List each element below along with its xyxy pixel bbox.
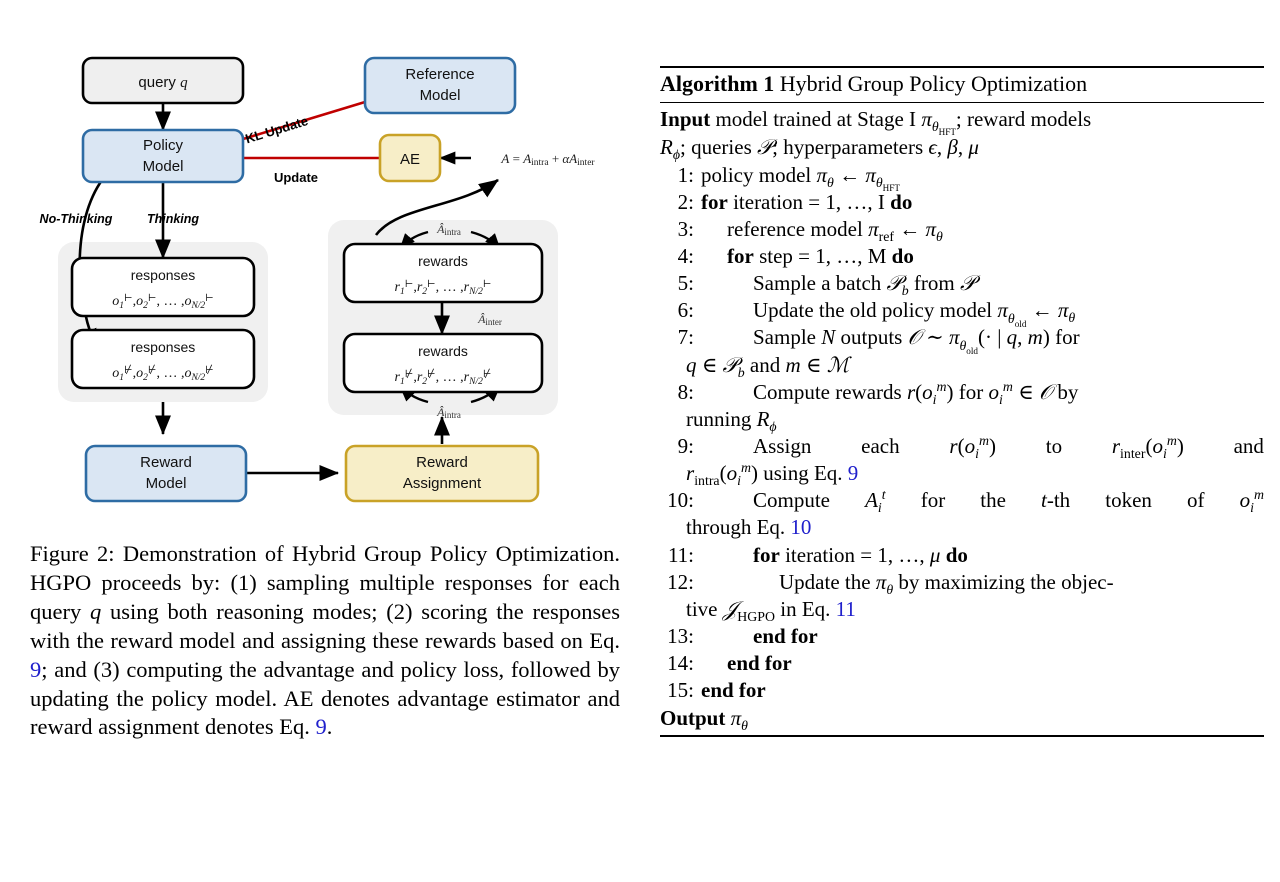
algorithm-line-8	[660, 378, 1264, 405]
algorithm-title	[660, 68, 1264, 102]
figure-caption	[30, 540, 620, 742]
node-responses-no-thinking-math: o1⊬,o2⊬, … ,oN/2⊬	[112, 365, 214, 383]
algorithm-title-label: Algorithm 1	[660, 71, 775, 96]
line-text-11: for iteration = 1, …, μ do	[753, 542, 968, 567]
line-text-6: Update the old policy model $\pi_{\theta_{old}}$ ← $\pi_\theta$	[753, 298, 1076, 329]
figure-caption-text-4: .	[326, 714, 333, 740]
line-number-11: 11:	[667, 542, 694, 567]
line-text-3: reference model $\pi_{ref}$ ← $\pi_\theta$	[727, 216, 943, 245]
algorithm-line-6	[660, 297, 1264, 329]
node-ae	[380, 135, 440, 181]
line-number-13: 13:	[667, 624, 694, 648]
node-reward-assignment	[346, 446, 538, 501]
node-reward-assignment-label-2: Assignment	[402, 475, 482, 492]
line-number-5: 5:	[677, 271, 694, 296]
line-number-7: 7:	[677, 325, 694, 350]
node-rewards-no-thinking-math: r1⊬,r2⊬, … ,rN/2⊬	[394, 369, 492, 387]
edge-label-thinking: Thinking	[146, 212, 200, 226]
node-rewards-thinking	[344, 244, 542, 302]
line-text-2: for iteration = 1, …, I do	[701, 189, 913, 214]
algorithm-line-11	[660, 541, 1264, 568]
line-text-9: Assign each $r(o_i^m)$ to $r_{inter}(o_i^m)$ and	[753, 433, 1264, 462]
algorithm-line-5	[660, 270, 1264, 297]
node-responses-thinking-title: responses	[130, 267, 196, 283]
node-query-label: query q	[138, 74, 188, 91]
line-number-4: 4:	[677, 244, 694, 269]
line-text-10: Compute $A_i^t$ for the t-th token of $o_i^m$	[753, 487, 1264, 516]
line-number-10: 10:	[667, 488, 694, 513]
node-responses-no-thinking	[72, 330, 254, 388]
figure-caption-text-1: Demonstration of Hybrid Group Policy Optimization. HGPO proceeds by: (1) sampling multiple responses for each query	[30, 541, 620, 624]
node-rewards-thinking-math: r1⊢,r2⊢, … ,rN/2⊢	[394, 279, 492, 297]
algorithm-line-9-cont: $r_{intra}(o_i^m)$ using Eq. 9	[686, 460, 859, 489]
figure-caption-q: q	[90, 598, 102, 624]
right-column	[648, 0, 1280, 882]
line-text-4: for step = 1, …, M do	[727, 244, 914, 269]
algorithm-line-1	[660, 161, 1264, 193]
line-text-14: end for	[727, 651, 792, 676]
algorithm-line-7	[660, 324, 1264, 356]
label-a-intra-top: Âintra	[437, 222, 461, 237]
algorithm-line-3	[660, 215, 1264, 245]
line-number-12: 12:	[667, 569, 694, 594]
algorithm-line-12	[660, 568, 1264, 595]
line-number-8: 8:	[677, 379, 694, 404]
algorithm-title-name: Hybrid Group Policy Optimization	[779, 71, 1088, 96]
flowchart-svg	[28, 30, 628, 530]
algorithm-line-9	[660, 433, 1264, 460]
ae-formula-label: A = Aintra + αAinter	[501, 151, 595, 169]
node-policy-model-label-1: Policy	[142, 137, 184, 154]
node-rewards-thinking-title: rewards	[418, 253, 468, 269]
node-reward-model-label-2: Model	[145, 475, 187, 492]
line-number-14: 14:	[667, 651, 694, 676]
node-responses-thinking	[72, 258, 254, 316]
algorithm-line-10	[660, 487, 1264, 514]
node-rewards-no-thinking	[344, 334, 542, 392]
eq-ref-11[interactable]: 11	[835, 596, 856, 621]
node-responses-thinking-math: o1⊢,o2⊢, … ,oN/2⊢	[112, 293, 214, 311]
line-number-2: 2:	[677, 189, 694, 214]
algorithm-line-13	[660, 623, 1264, 650]
node-policy-model	[83, 130, 243, 182]
edge-label-no-thinking: No-Thinking	[39, 212, 113, 226]
eq-ref-10[interactable]: 10	[790, 515, 812, 540]
algorithm-line-15	[660, 677, 1264, 704]
algorithm-line-4	[660, 243, 1264, 270]
algorithm-line-10-cont: through Eq. 10	[686, 515, 812, 540]
algorithm-body	[660, 103, 1264, 735]
figure-caption-text-2: using both reasoning modes; (2) scoring the responses with the reward model and assigning these rewards based on Eq.	[30, 598, 621, 653]
figure-caption-label: Figure 2:	[30, 541, 115, 566]
algorithm-line-7-cont: q ∈ 𝒫$_b$ and m ∈ ℳ	[686, 352, 850, 380]
algorithm-line-2	[660, 188, 1264, 215]
algorithm-line-12-cont: tive 𝒥$_{HGPO}$ in Eq. 11	[686, 596, 856, 625]
node-rewards-no-thinking-title: rewards	[418, 343, 468, 359]
line-number-6: 6:	[677, 298, 694, 323]
label-a-intra-bottom: Âintra	[437, 405, 461, 420]
algorithm-line-14	[660, 650, 1264, 677]
line-text-1: policy model $\pi_\theta$ ← $\pi_{\theta_{HFT}}$	[701, 162, 900, 193]
algorithm-output-line: Output $\pi_\theta$	[660, 705, 748, 734]
figure-caption-text-3: ; and (3) computing the advantage and policy loss, followed by updating the policy model. AE denotes advantage estimator and reward assignment denotes Eq.	[30, 656, 620, 740]
node-reward-assignment-label-1: Reward	[416, 454, 468, 471]
algorithm-output-label: Output	[660, 705, 726, 730]
figure-2-diagram	[28, 30, 628, 530]
node-query	[83, 58, 243, 103]
line-text-5: Sample a batch 𝒫$_b$ from 𝒫	[753, 271, 976, 299]
node-reward-model	[86, 446, 246, 501]
algorithm-input-line-2: $R_\phi$; queries 𝒫; hyperparameters ϵ, β, μ	[660, 134, 979, 163]
line-number-9: 9:	[677, 434, 694, 459]
algorithm-line-8-cont: running $R_\phi$	[686, 406, 777, 435]
edge-label-update: Update	[273, 170, 319, 185]
node-responses-no-thinking-title: responses	[130, 339, 196, 355]
eq-ref-9[interactable]: 9	[847, 461, 859, 486]
algorithm-input-label: Input	[660, 106, 711, 131]
line-number-15: 15:	[667, 678, 694, 703]
line-text-13: end for	[753, 624, 818, 648]
edge-label-kl-update: KL Update	[243, 113, 310, 147]
line-text-8: Compute rewards $r(o_i^m)$ for $o_i^m$ ∈ 𝒪 by	[753, 378, 1079, 407]
node-policy-model-label-2: Model	[142, 158, 184, 175]
line-number-1: 1:	[677, 162, 694, 187]
algorithm-input-line-1: Input model trained at Stage I $\pi_{\theta_{HFT}}$; reward models	[660, 106, 1092, 137]
figure-caption-eqref-b[interactable]: 9	[315, 714, 327, 740]
node-reward-model-label-1: Reward	[140, 454, 192, 471]
node-reference-model-label-1: Reference	[405, 66, 475, 83]
algorithm-block	[660, 66, 1264, 737]
line-text-12: Update the $\pi_\theta$ by maximizing the objec-	[779, 569, 1114, 597]
line-number-3: 3:	[677, 216, 694, 241]
algorithm-bottom-rule	[660, 735, 1264, 737]
label-a-inter: Âinter	[478, 312, 502, 327]
line-text-15: end for	[701, 678, 766, 703]
node-reference-model-label-2: Model	[419, 87, 461, 104]
line-text-7: Sample N outputs 𝒪 ∼ $\pi_{\theta_{old}}(\cdot$ | q, m) for	[753, 325, 1080, 356]
figure-caption-eqref-a[interactable]: 9	[30, 656, 42, 682]
node-reference-model	[365, 58, 515, 113]
node-ae-label: AE	[399, 151, 421, 168]
